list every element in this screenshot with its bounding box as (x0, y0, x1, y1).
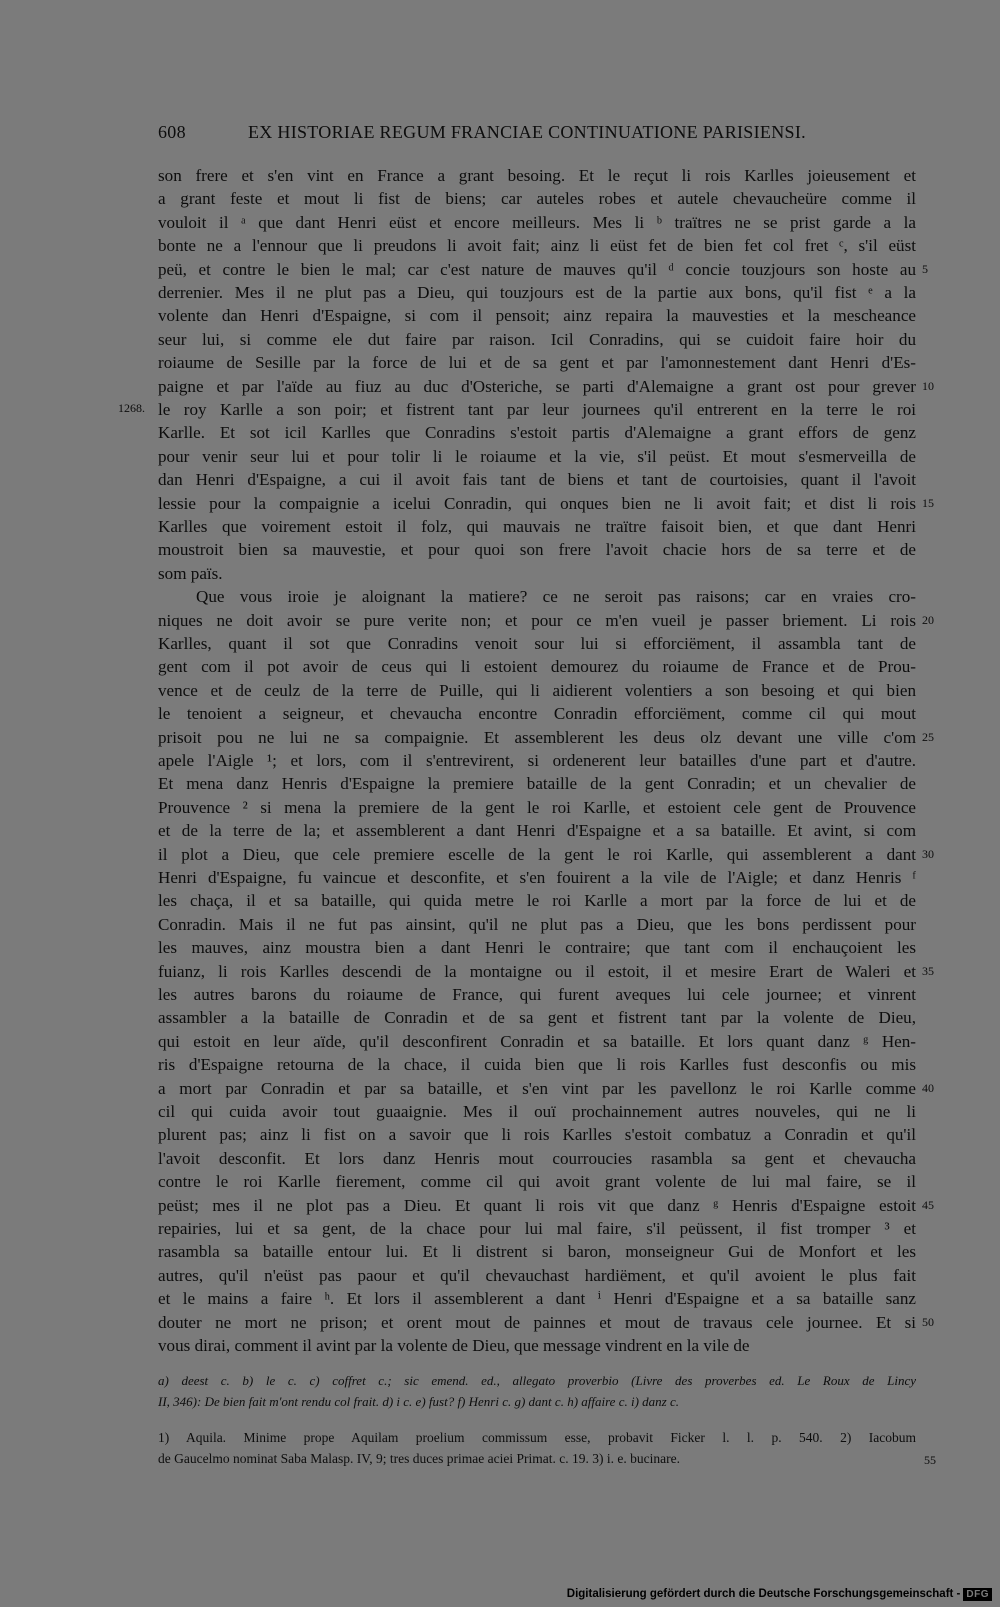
line-number: 5 (922, 261, 928, 276)
line-number: 15 (922, 495, 934, 510)
text-line: paigne et par l'aïde au fiuz au duc d'Osteriche, se parti d'Alemaigne a grant ost pour grever (158, 376, 916, 396)
margin-year: 1268. (118, 401, 145, 415)
text-line: les chaça, il et sa bataille, qui quida metre le roi Karlle a mort par la force de lui et de (158, 891, 916, 911)
text-line: les autres barons du roiaume de France, qui furent aveques lui cele journee; et vinrent (158, 985, 916, 1004)
text-line: volente dan Henri d'Espaigne, si com il pensoit; ainz repaira la mauvesties et la mescheance (158, 306, 916, 326)
text-line: fuianz, li rois Karlles descendi de la montaigne ou il estoit, il et mesire Erart de Waleri et (158, 961, 916, 981)
text-line: Prouvence ² si mena la premiere de la gent le roi Karlle, et estoient cele gent de Prouvence (158, 797, 916, 817)
text-line: Henri d'Espaigne, fu vaincue et desconfite, et s'en fouirent a la vile de l'Aigle; et danz Henris ᶠ (158, 868, 916, 887)
line-number: 20 (922, 612, 934, 627)
apparatus-note-line: a) deest c. b) le c. c) coffret c.; sic emend. ed., allegato proverbio (Livre des proverbes ed. Le Roux de Lincy (158, 1373, 916, 1388)
text-line: lessie pour la compaignie a icelui Conradin, qui onques bien ne li avoit fait; et dist li rois (158, 493, 916, 513)
text-line: Conradin. Mais il ne fut pas ainsint, qu'il ne plut pas a Dieu, que les bons perdissent pour (158, 914, 916, 934)
text-line: apele l'Aigle ¹; et lors, com il s'entrevirent, si ordenerent leur batailles d'une part et d'autre. (158, 751, 916, 770)
text-line: ris d'Espaigne retourna de la chace, il cuida bien que li rois Karlles fust desconfis ou mis (158, 1055, 916, 1075)
footnote-line: 1) Aquila. Minime prope Aquilam proelium commissum esse, probavit Ficker l. l. p. 540. 2) Iacobum (158, 1430, 916, 1445)
text-line: douter ne mort ne prison; et orent mout de painnes et mout de travaus cele journee. Et si (158, 1312, 916, 1332)
footnote-line-number: 55 (924, 1453, 936, 1467)
line-number: 30 (922, 846, 934, 861)
text-line: roiaume de Sesille par la force de lui et de sa gent et par l'amonnestement dant Henri d'Es- (158, 353, 916, 373)
text-line: vouloit il ᵃ que dant Henri eüst et encore meilleurs. Mes li ᵇ traïtres ne se prist garde a la (158, 212, 916, 232)
credit-text: Digitalisierung gefördert durch die Deutsche Forschungsgemeinschaft - (566, 1588, 961, 1600)
text-line: bonte ne a l'ennour que li preudons li avoit fait; ainz li eüst fet de bien fet col fret ᶜ, s'il eüst (158, 236, 916, 256)
text-line: autres, qu'il n'eüst pas paour et qu'il chevauchast hardiëment, et qu'il avoient le plus fait (158, 1265, 916, 1285)
text-line: repairies, lui et sa gent, de la chace pour lui mal faire, s'il peüssent, il fist tromper ³ et (158, 1219, 916, 1238)
text-line: pour venir seur lui et pour tolir li le roiaume et la vie, s'il peüst. Et mout s'esmerveilla de (158, 446, 916, 466)
line-number: 35 (922, 963, 934, 978)
text-line: gent com il pot avoir de ceus qui li estoient demourez du roiaume de France et de Prou- (158, 657, 916, 677)
text-line: plurent pas; ainz li fist on a savoir que li rois Karlles s'estoit combatuz a Conradin et qu'il (158, 1125, 916, 1145)
text-line: et de la terre de la; et assemblerent a dant Henri d'Espaigne et a sa bataille. Et avint, si com (158, 821, 916, 841)
line-number: 10 (922, 378, 934, 393)
line-number: 40 (922, 1080, 934, 1095)
text-line: seur lui, si comme ele dut faire par raison. Icil Conradins, qui se cuidoit faire hoir du (158, 329, 916, 349)
text-line: et le mains a faire ʰ. Et lors il assemblerent a dant ⁱ Henri d'Espaigne et a sa bataille sanz (158, 1289, 916, 1309)
line-number: 45 (922, 1197, 934, 1212)
text-line: assambler a la bataille de Conradin et de sa gent et fistrent tant par la volente de Dieu, (158, 1008, 916, 1028)
text-line: les mauves, ainz moustra bien a dant Henri le contraire; que tant com il enchauçoient les (158, 938, 916, 958)
text-line: Karlles, quant il sot que Conradins venoit sour lui si efforciëment, il assambla tant de (158, 634, 916, 653)
text-line: l'avoit desconfit. Et lors danz Henris mout courroucies rasambla sa gent et chevaucha (158, 1148, 916, 1168)
text-line: Karlle. Et sot icil Karlles que Conradins s'estoit partis d'Alemaigne a grant effors de genz (158, 423, 916, 443)
running-header (158, 122, 838, 146)
text-line: Que vous iroie je aloignant la matiere? ce ne seroit pas raisons; car en vraies cro- (196, 587, 916, 607)
text-line: le tenoient a seigneur, et chevaucha encontre Conradin efforciëment, comme cil qui mout (158, 704, 916, 724)
text-line: vence et de ceulz de la terre de Puille, qui li aidierent volentiers a son besoing et qui bien (158, 680, 916, 700)
text-line: dan Henri d'Espaigne, a cui il avoit fais tant de biens et tant de courtoisies, quant il l'avoit (158, 470, 916, 490)
text-line: som païs. (158, 563, 223, 583)
text-line: peü, et contre le bien le mal; car c'est nature de mauves qu'il ᵈ concie touzjours son hoste au (158, 259, 916, 279)
text-line: qui estoit en leur aïde, qu'il desconfirent Conradin et sa bataille. Et lors quant danz ᵍ Hen- (158, 1031, 916, 1051)
text-line: son frere et s'en vint en France a grant besoing. Et le reçut li rois Karlles joieusement et (158, 166, 916, 185)
text-line: Karlles que voirement estoit il folz, qui mauvais ne traïtre faisoit bien, et que dant Henri (158, 517, 916, 536)
text-line: rasambla sa bataille entour lui. Et li distrent si baron, monseigneur Gui de Monfort et les (158, 1242, 916, 1262)
line-number: 50 (922, 1314, 934, 1329)
text-line: contre le roi Karlle fierement, comme cil qui avoit grant volente de lui mal faire, se il (158, 1172, 916, 1192)
dfg-logo: DFG (963, 1588, 992, 1601)
text-line: niques ne doit avoir se pure verite non; et pour ce m'en vueil je passer briement. Li rois (158, 610, 916, 630)
text-line: derrenier. Mes il ne plut pas a Dieu, qui touzjours est de la partie aux bons, qu'il fist ᵉ a la (158, 283, 916, 302)
page-number: 608 (158, 122, 186, 142)
footnote-line: de Gaucelmo nominat Saba Malasp. IV, 9; tres duces primae aciei Primat. c. 19. 3) i. e. bucinare. (158, 1451, 680, 1466)
text-line: il plot a Dieu, que cele premiere escelle de la gent le roi Karlle, qui assemblerent a dant (158, 844, 916, 864)
text-line: Et mena danz Henris d'Espaigne la premiere bataille de la gent Conradin; et un chevalier de (158, 774, 916, 794)
digitization-credit (567, 1585, 992, 1603)
text-line: cil qui cuida avoir tout guaaignie. Mes il ouï prochainnement autres nouveles, qui ne li (158, 1102, 916, 1121)
text-line: vous dirai, comment il avint par la volente de Dieu, que message vindrent en la vile de (158, 1336, 750, 1355)
text-line: a mort par Conradin et par sa bataille, et s'en vint par les pavellonz le roi Karlle comme (158, 1078, 916, 1098)
running-title: EX HISTORIAE REGUM FRANCIAE CONTINUATIONE PARISIENSI. (248, 122, 806, 142)
text-line: prisoit pou ne lui ne sa compaignie. Et assemblerent les deus olz devant une ville c'om (158, 727, 916, 747)
text-line: moustroit bien sa mauvestie, et pour quoi son frere l'avoit chacie hors de sa terre et de (158, 540, 916, 560)
text-line: peüst; mes il ne plot pas a Dieu. Et quant li rois vit que danz ᵍ Henris d'Espaigne estoit (158, 1195, 916, 1215)
line-number: 25 (922, 729, 934, 744)
apparatus-note-line: II, 346): De bien fait m'ont rendu col frait. d) i c. e) fust? f) Henri c. g) dant c. h) affaire c. i) danz c. (158, 1394, 679, 1409)
text-line: le roy Karlle a son poir; et fistrent tant par leur journees qu'il entrerent en la terre le roi (158, 400, 916, 419)
text-line: a grant feste et mout li fist de biens; car auteles robes et autele chevaucheüre comme il (158, 189, 916, 209)
